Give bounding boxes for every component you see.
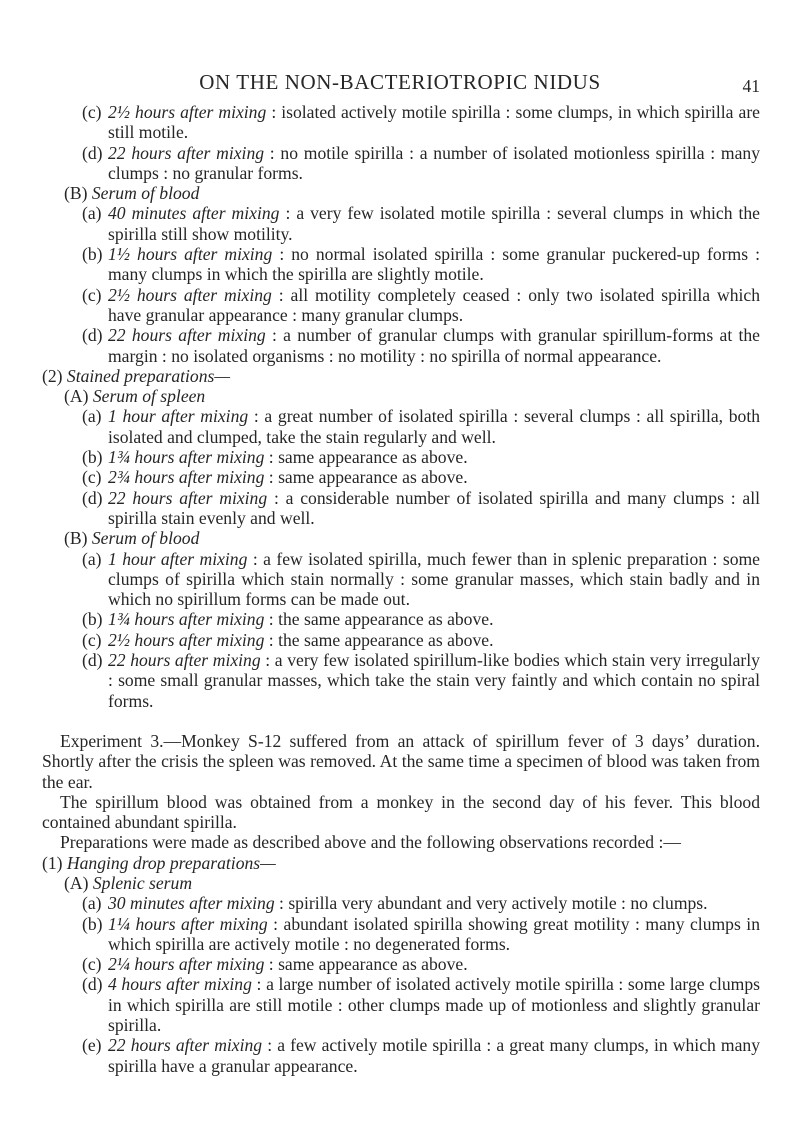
- item-label: (d): [82, 142, 103, 163]
- item-term: 1 hour after mixing: [108, 548, 248, 569]
- list-item: [82, 102, 760, 143]
- item-text: : a very few isolated spirillum-like bodies which stain very irregularly : some small granular masses, which take the stain very faintly and which contain no spiral forms.: [108, 650, 760, 711]
- item-text: : no normal isolated spirilla : some granular puckered-up forms : many clumps in which the spirilla are slightly motile.: [108, 244, 760, 285]
- item-label: (b): [82, 913, 103, 934]
- heading-label: (A): [64, 386, 89, 407]
- item-label: (c): [82, 284, 102, 305]
- item-term: 22 hours after mixing: [108, 325, 266, 346]
- list-item: [82, 467, 760, 488]
- item-term: 1¾ hours after mixing: [108, 447, 265, 468]
- item-term: 2½ hours after mixing: [108, 102, 267, 122]
- page-header: [0, 72, 800, 96]
- item-text: : a number of granular clumps with granular spirillum-forms at the margin : no isolated organisms : no motility : no spirilla of normal appearance.: [108, 325, 760, 366]
- list-item: [82, 487, 760, 529]
- item-text: : same appearance as above.: [268, 467, 468, 488]
- item-label: (d): [82, 974, 103, 995]
- heading-label: (B): [64, 528, 88, 549]
- list-item: [82, 244, 760, 285]
- list-item: [82, 954, 760, 975]
- item-label: (e): [82, 1035, 102, 1056]
- list-item: [82, 650, 760, 711]
- item-label: (d): [82, 650, 103, 671]
- item-term: 22 hours after mixing: [108, 487, 268, 508]
- heading-label: (A): [64, 872, 89, 893]
- item-text: : no motile spirilla : a number of isolated motionless spirilla : many clumps : no granular forms.: [108, 142, 760, 183]
- item-term: 1¼ hours after mixing: [108, 913, 268, 934]
- heading-term: Hanging drop preparations—: [66, 852, 276, 873]
- item-text: : a great number of isolated spirilla : several clumps : all spirilla, both isolated and clumped, take the stain regularly and well.: [108, 406, 760, 447]
- item-text: : all motility completely ceased : only two isolated spirilla which have granular appearance : many granular clumps.: [108, 284, 760, 325]
- item-term: 1 hour after mixing: [108, 406, 249, 427]
- heading-term: Stained preparations—: [66, 365, 230, 386]
- heading-term: Splenic serum: [92, 872, 193, 893]
- heading-term: Serum of blood: [91, 528, 200, 549]
- heading-term: Serum of blood: [91, 183, 200, 204]
- paragraph: Preparations were made as described above and the following observations recorded :—: [60, 832, 681, 853]
- heading-label: (B): [64, 183, 88, 204]
- item-term: 2½ hours after mixing: [108, 284, 272, 305]
- item-term: 2½ hours after mixing: [108, 629, 265, 650]
- list-item: [82, 142, 760, 184]
- list-item: [82, 1035, 760, 1076]
- heading-term: Serum of spleen: [92, 386, 206, 407]
- item-text: : same appearance as above.: [268, 447, 468, 468]
- item-label: (c): [82, 102, 102, 122]
- item-term: 2¼ hours after mixing: [108, 954, 265, 975]
- item-label: (a): [82, 203, 102, 224]
- item-label: (c): [82, 954, 102, 975]
- page-body: [0, 102, 800, 1076]
- list-item: [82, 609, 760, 630]
- list-item: [82, 974, 760, 1036]
- item-term: 22 hours after mixing: [108, 650, 261, 671]
- item-text: : isolated actively motile spirilla : some clumps, in which spirilla are still motile.: [108, 102, 760, 143]
- item-text: : a considerable number of isolated spirilla and many clumps : all spirilla stain evenly and well.: [108, 487, 760, 528]
- item-label: (d): [82, 487, 103, 508]
- item-term: 2¾ hours after mixing: [108, 467, 265, 488]
- item-text: : abundant isolated spirilla showing great motility : many clumps in which spirilla are actively motile : no degenerated forms.: [108, 913, 760, 954]
- running-title: ON THE NON-BACTERIOTROPIC NIDUS: [199, 70, 601, 94]
- list-item: [82, 893, 760, 914]
- page-number: 41: [742, 76, 760, 96]
- item-text: : spirilla very abundant and very actively motile : no clumps.: [279, 893, 708, 914]
- paragraph: The spirillum blood was obtained from a monkey in the second day of his fever. This blood contained abundant spirilla.: [42, 791, 760, 833]
- list-item: [82, 447, 760, 468]
- list-item: [82, 548, 760, 610]
- list-item: [82, 325, 760, 366]
- item-label: (a): [82, 893, 102, 914]
- item-label: (b): [82, 447, 103, 468]
- item-label: (b): [82, 609, 103, 630]
- item-term: 4 hours after mixing: [108, 974, 252, 995]
- item-label: (b): [82, 244, 103, 265]
- list-item: [82, 284, 760, 326]
- item-text: : the same appearance as above.: [268, 609, 494, 630]
- item-label: (c): [82, 629, 102, 650]
- item-term: 40 minutes after mixing: [108, 203, 280, 224]
- heading-label: (1): [42, 852, 63, 873]
- item-label: (a): [82, 406, 102, 427]
- item-term: 1½ hours after mixing: [108, 244, 273, 265]
- item-term: 30 minutes after mixing: [108, 893, 275, 914]
- section-heading: [64, 528, 800, 548]
- item-label: (c): [82, 467, 102, 488]
- list-item: [82, 406, 760, 447]
- section-heading: [64, 386, 800, 406]
- item-text: : a few actively motile spirilla : a great many clumps, in which many spirilla have a granular appearance.: [108, 1035, 760, 1076]
- item-text: : the same appearance as above.: [268, 629, 494, 650]
- item-text: : same appearance as above.: [268, 954, 468, 975]
- item-term: 1¾ hours after mixing: [108, 609, 265, 630]
- item-term: 22 hours after mixing: [108, 142, 265, 163]
- item-label: (a): [82, 548, 102, 569]
- section-heading: [64, 183, 800, 203]
- section-heading: [42, 366, 800, 386]
- item-text: : a very few isolated motile spirilla : several clumps in which the spirilla still show motility.: [108, 203, 760, 244]
- item-term: 22 hours after mixing: [108, 1035, 263, 1056]
- item-text: : a large number of isolated actively motile spirilla : some large clumps in which spirilla are still motile : other clumps made up of motionless and slightly granular spirilla.: [108, 974, 760, 1036]
- paragraph: Experiment 3.—Monkey S-12 suffered from an attack of spirillum fever of 3 days’ duration. Shortly after the crisis the spleen was removed. At the same time a specimen of blood was taken from the ear.: [42, 730, 760, 792]
- list-item: [82, 203, 760, 244]
- list-item: [82, 913, 760, 955]
- list-item: [82, 629, 760, 650]
- item-label: (d): [82, 325, 103, 346]
- item-text: : a few isolated spirilla, much fewer than in splenic preparation : some clumps of spirilla which stain normally : some granular masses, which stain badly and in which no spirillum forms can be made out.: [108, 548, 760, 610]
- heading-label: (2): [42, 365, 63, 386]
- section-heading: [42, 853, 800, 873]
- section-heading: [64, 873, 800, 893]
